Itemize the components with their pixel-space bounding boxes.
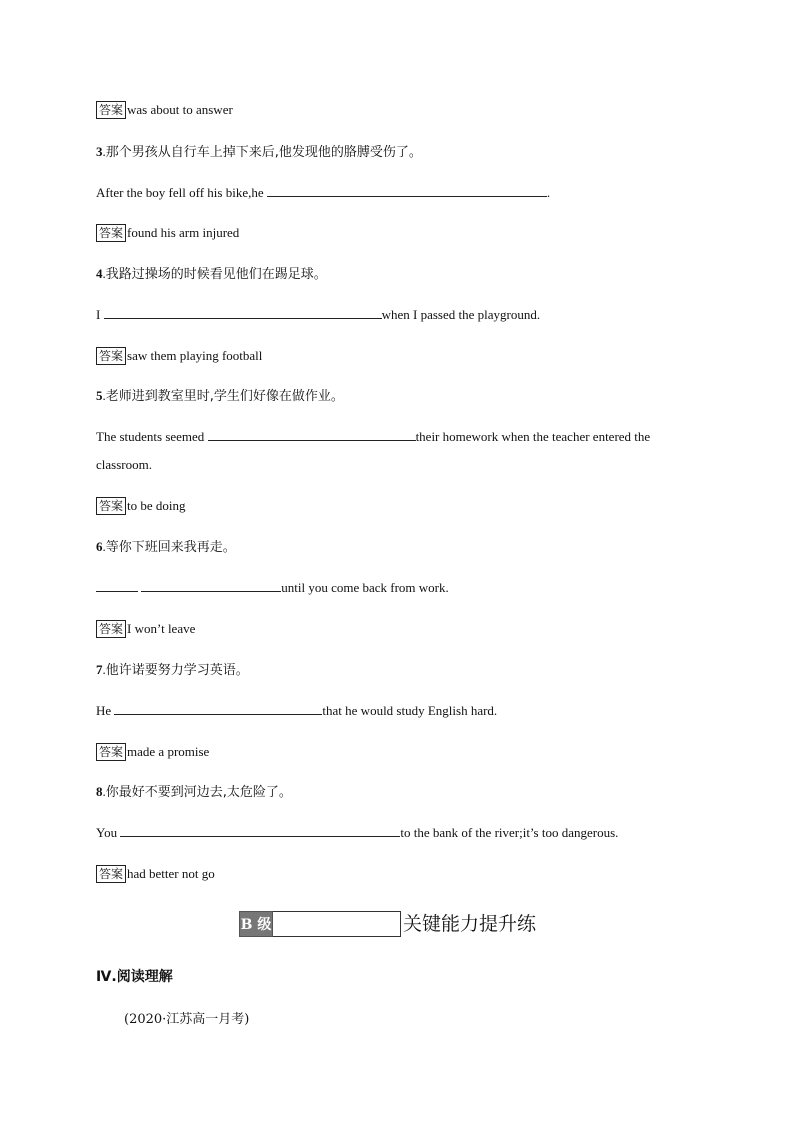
sentence-7 [96,702,497,720]
sentence-suffix: until you come back from work. [281,580,449,595]
question-chinese: 他许诺要努力学习英语。 [105,663,249,678]
question-5: 5.老师进到教室里时,学生们好像在做作业。 [96,388,344,404]
question-number: 4 [96,266,103,281]
fill-blank[interactable] [267,184,547,197]
sentence-prefix: He [96,703,112,718]
level-box [273,911,401,937]
sentence-continuation: classroom. [96,457,152,472]
answer-badge: 答案 [96,101,126,119]
fill-blank[interactable] [96,579,138,592]
question-chinese: 你最好不要到河边去,太危险了。 [105,785,292,800]
question-chinese: 等你下班回来我再走。 [105,540,236,555]
answer-line-8 [96,865,215,883]
answer-text: found his arm injured [127,225,240,240]
fill-blank[interactable] [104,306,382,319]
fill-blank[interactable] [120,824,400,837]
source-note: (2020·江苏高一月考) [124,1012,250,1027]
sentence-suffix: their homework when the teacher entered the [415,429,651,444]
answer-text: I won’t leave [127,621,196,636]
question-6: 6.等你下班回来我再走。 [96,539,236,555]
question-number: 3 [96,144,103,159]
sentence-suffix: . [546,185,551,200]
fill-blank[interactable] [141,579,281,592]
answer-line-2 [96,101,233,119]
question-3: 3.那个男孩从自行车上掉下来后,他发现他的胳膊受伤了。 [96,144,422,160]
sentence-6 [96,579,449,597]
answer-badge: 答案 [96,743,126,761]
sentence-8 [96,824,618,842]
question-8: 8.你最好不要到河边去,太危险了。 [96,784,292,800]
sentence-prefix: The students seemed [96,429,205,444]
question-chinese: 那个男孩从自行车上掉下来后,他发现他的胳膊受伤了。 [105,145,422,160]
answer-badge: 答案 [96,224,126,242]
level-badge: B 级 [239,911,273,937]
sentence-suffix: to the bank of the river;it’s too dangerous. [400,825,619,840]
question-number: 8 [96,784,103,799]
question-number: 7 [96,662,103,677]
sentence-5-continuation [96,456,152,474]
part-heading: Ⅳ.阅读理解 [96,969,173,985]
answer-badge: 答案 [96,347,126,365]
question-number: 6 [96,539,103,554]
answer-badge: 答案 [96,620,126,638]
sentence-4 [96,306,540,324]
question-number: 5 [96,388,103,403]
section-header [239,907,536,937]
answer-text: to be doing [127,498,186,513]
answer-badge: 答案 [96,497,126,515]
answer-line-7 [96,743,209,761]
question-4: 4.我路过操场的时候看见他们在踢足球。 [96,266,327,282]
sentence-suffix: that he would study English hard. [322,703,498,718]
section-title: 关键能力提升练 [403,913,537,935]
fill-blank[interactable] [208,428,416,441]
answer-line-5 [96,497,186,515]
answer-line-6 [96,620,195,638]
sentence-5 [96,428,650,446]
sentence-prefix: You [96,825,118,840]
sentence-prefix: After the boy fell off his bike,he [96,185,264,200]
answer-line-4 [96,347,262,365]
sentence-prefix: I [96,307,101,322]
answer-text: had better not go [127,866,215,881]
question-chinese: 老师进到教室里时,学生们好像在做作业。 [105,389,344,404]
question-chinese: 我路过操场的时候看见他们在踢足球。 [105,267,327,282]
answer-text: was about to answer [127,102,233,117]
fill-blank[interactable] [114,702,322,715]
answer-text: made a promise [127,744,210,759]
answer-text: saw them playing football [127,348,263,363]
question-7: 7.他许诺要努力学习英语。 [96,662,249,678]
answer-line-3 [96,224,239,242]
answer-badge: 答案 [96,865,126,883]
sentence-suffix: when I passed the playground. [381,307,541,322]
sentence-3 [96,184,550,202]
